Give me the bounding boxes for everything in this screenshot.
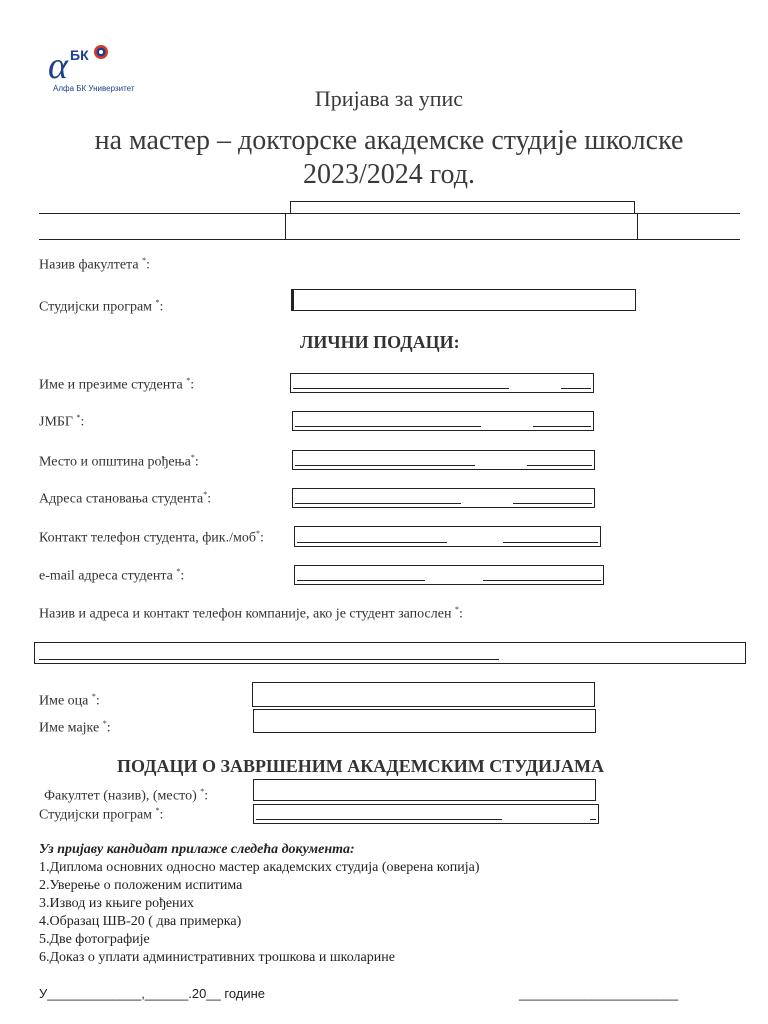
prev-faculty-label: Факултет (назив), (место) *: (44, 787, 209, 804)
full-name-field[interactable] (290, 373, 594, 393)
header-table-bottom-rule (39, 239, 740, 240)
completed-studies-heading: ПОДАЦИ О ЗАВРШЕНИМ АКАДЕМСКИМ СТУДИЈАМА (117, 756, 604, 776)
personal-data-heading: ЛИЧНИ ПОДАЦИ: (300, 332, 460, 352)
document-item: 4.Образац ШВ-20 ( два примерка) (39, 914, 242, 929)
form-title: Пријава за упис (314, 86, 464, 111)
prev-program-field[interactable] (253, 804, 599, 824)
jmbg-field[interactable] (292, 411, 594, 431)
svg-text:α: α (48, 45, 68, 84)
jmbg-label: ЈМБГ *: (39, 413, 85, 430)
header-table-divider-left (285, 213, 286, 239)
father-name-field[interactable] (252, 682, 595, 707)
document-item: 1.Диплома основних односно мастер академских студија (оверена копија) (39, 860, 480, 875)
mother-name-label: Име мајке *: (39, 719, 111, 736)
employer-field[interactable] (34, 642, 746, 664)
full-name-label: Име и презиме студента *: (39, 376, 195, 393)
email-field[interactable] (294, 565, 604, 585)
birthplace-field[interactable] (292, 450, 595, 470)
form-subtitle-line1: на мастер – докторске академске студије школске (94, 125, 684, 156)
document-item: 5.Две фотографије (39, 932, 150, 947)
email-label: e-mail адреса студента *: (39, 567, 185, 584)
document-item: 2.Уверење о положеним испитима (39, 878, 243, 893)
place-date-line[interactable]: У_____________,______.20__ године (39, 986, 266, 1001)
documents-heading: Уз пријаву кандидат прилаже следећа документа: (39, 842, 355, 857)
signature-line[interactable]: ______________________ (519, 986, 679, 1001)
mother-name-field[interactable] (253, 709, 596, 733)
logo-text: Алфа БК Универзитет (53, 84, 135, 93)
form-subtitle (0, 124, 768, 192)
prev-faculty-field[interactable] (253, 779, 596, 801)
address-field[interactable] (292, 488, 595, 508)
study-program-label: Студијски програм *: (39, 298, 164, 315)
svg-text:БК: БК (70, 47, 89, 63)
birthplace-label: Место и општина рођења*: (39, 453, 199, 470)
form-subtitle-line2: 2023/2024 год. (302, 159, 475, 190)
document-item: 6.Доказ о уплати административних трошкова и школарине (39, 950, 395, 965)
alpha-logo-icon (46, 40, 126, 84)
phone-field[interactable] (294, 526, 601, 547)
faculty-label: Назив факултета *: (39, 256, 150, 273)
phone-label: Контакт телефон студента, фик./моб*: (39, 529, 264, 546)
address-label: Адреса становања студента*: (39, 490, 212, 507)
study-program-field[interactable] (291, 289, 636, 311)
header-table-top-rule (39, 213, 740, 214)
father-name-label: Име оца *: (39, 692, 100, 709)
employer-label: Назив и адреса и контакт телефон компаније, ако је студент запослен *: (39, 605, 463, 622)
header-table-divider-right (637, 213, 638, 239)
document-item: 3.Извод из књиге рођених (39, 896, 195, 911)
prev-program-label: Студијски програм *: (39, 806, 164, 823)
